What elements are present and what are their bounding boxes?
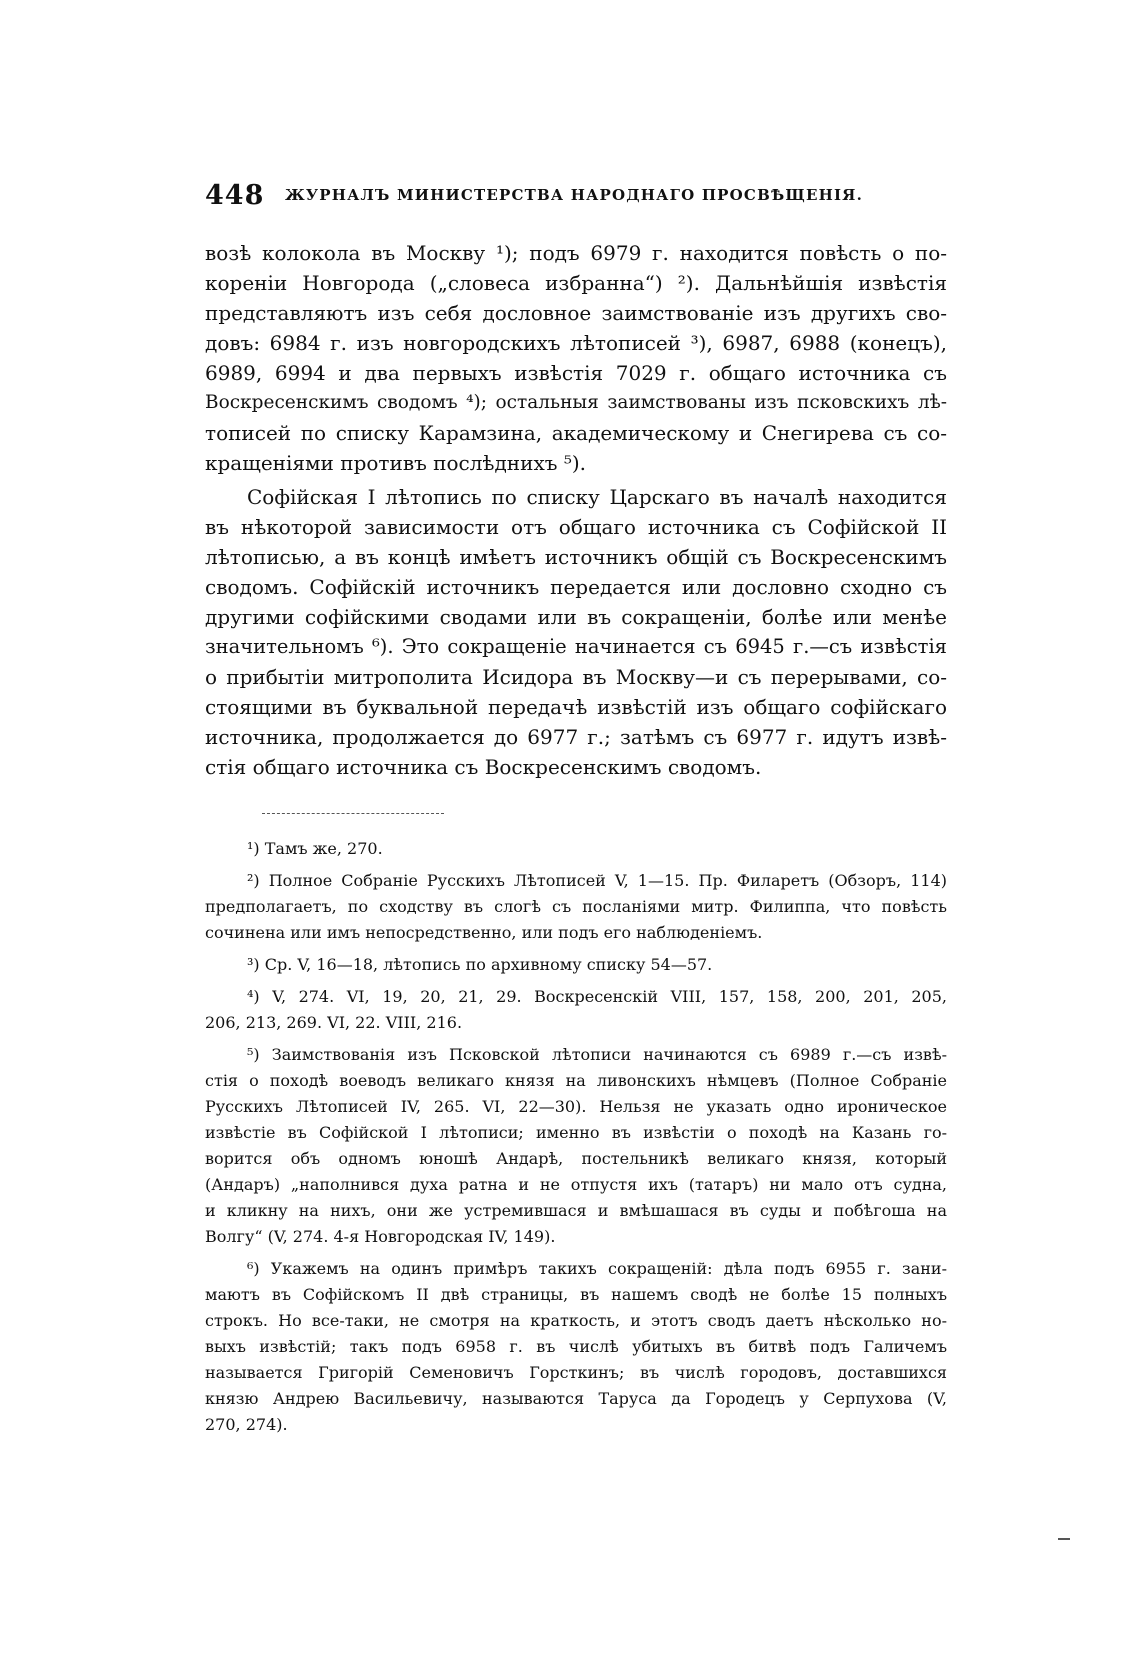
footnote-1 <box>205 836 947 862</box>
footnote-line: ⁴) V, 274. VI, 19, 20, 21, 29. Воскресенскій VIII, 157, 158, 200, 201, 205, <box>247 987 947 1006</box>
footnote-line: строкъ. Но все-таки, не смотря на краткость, и этотъ сводъ даетъ нѣсколько но- <box>205 1311 947 1330</box>
text-line: стія общаго источника съ Воскресенскимъ сводомъ. <box>205 755 762 779</box>
footnote-line: 270, 274). <box>205 1415 288 1434</box>
footnote-line: маютъ въ Софійскомъ II двѣ страницы, въ нашемъ сводѣ не болѣе 15 полныхъ <box>205 1285 947 1304</box>
footnote-3 <box>205 952 947 978</box>
footnote-line: 206, 213, 269. VI, 22. VIII, 216. <box>205 1013 463 1032</box>
footnotes <box>205 836 947 1444</box>
footnote-line: выхъ извѣстій; такъ подъ 6958 г. въ числѣ убитыхъ въ битвѣ подъ Галичемъ <box>205 1337 947 1356</box>
text-line: значительномъ ⁶). Это сокращеніе начинается съ 6945 г.—съ извѣстія <box>205 635 947 658</box>
footnote-line: извѣстіе въ Софійской I лѣтописи; именно въ извѣстіи о походѣ на Казань го- <box>205 1123 947 1142</box>
footnote-line: ³) Ср. V, 16—18, лѣтопись по архивному списку 54—57. <box>247 955 713 974</box>
footnote-line: сочинена или имъ непосредственно, или подъ его наблюденіемъ. <box>205 923 763 942</box>
text-line: другими софійскими сводами или въ сокращеніи, болѣе или менѣе <box>205 605 947 629</box>
footnote-5 <box>205 1042 947 1250</box>
footnote-line: Русскихъ Лѣтописей IV, 265. VI, 22—30). Нельзя не указать одно ироническое <box>205 1097 947 1116</box>
footnote-line: и кликну на нихъ, они же устремившася и вмѣшашася въ суды и побѣгоша на <box>205 1201 947 1220</box>
page-number: 448 <box>205 180 265 211</box>
text-line: кращеніями противъ послѣднихъ ⁵). <box>205 451 587 475</box>
text-line: 6989, 6994 и два первыхъ извѣстія 7029 г. общаго источника съ <box>205 361 947 385</box>
footnote-line: князю Андрею Васильевичу, называются Таруса да Городецъ у Серпухова (V, <box>205 1389 947 1408</box>
footnote-line: (Андаръ) „наполнився духа ратна и не отпустя ихъ (татаръ) ни мало отъ судна, <box>205 1175 947 1194</box>
text-line: довъ: 6984 г. изъ новгородскихъ лѣтописей ³), 6987, 6988 (конецъ), <box>205 331 947 355</box>
scan-mark <box>1058 1538 1070 1540</box>
running-title: ЖУРНАЛЪ МИНИСТЕРСТВА НАРОДНАГО ПРОСВѢЩЕНІЯ. <box>285 186 864 204</box>
text-line: тописей по списку Карамзина, академическому и Снегирева съ со- <box>205 421 947 445</box>
text-line: въ нѣкоторой зависимости отъ общаго источника съ Софійской II <box>205 515 947 539</box>
text-line: лѣтописью, а въ концѣ имѣетъ источникъ общій съ Воскресенскимъ <box>205 545 947 569</box>
paragraph <box>205 238 947 478</box>
footnote-separator <box>262 813 444 814</box>
footnote-line: называется Григорій Семеновичъ Горсткинъ; въ числѣ городовъ, доставшихся <box>205 1363 947 1382</box>
paragraph <box>205 482 947 782</box>
footnote-line: ¹) Тамъ же, 270. <box>247 839 383 858</box>
text-line: представляютъ изъ себя дословное заимствованіе изъ другихъ сво- <box>205 301 947 325</box>
footnote-line: ⁵) Заимствованія изъ Псковской лѣтописи начинаются съ 6989 г.—съ извѣ- <box>247 1045 947 1064</box>
text-line: стоящими въ буквальной передачѣ извѣстій изъ общаго софійскаго <box>205 695 947 719</box>
text-line: источника, продолжается до 6977 г.; затѣмъ съ 6977 г. идутъ извѣ- <box>205 725 947 749</box>
page-header <box>205 180 950 220</box>
footnote-line: ворится объ одномъ юношѣ Андарѣ, постельникѣ великаго князя, который <box>205 1149 947 1168</box>
text-line: кореніи Новгорода („словеса избранна“) ²). Дальнѣйшія извѣстія <box>205 271 947 295</box>
text-line: сводомъ. Софійскій источникъ передается или дословно сходно съ <box>205 575 947 599</box>
text-line: возѣ колокола въ Москву ¹); подъ 6979 г. находится повѣсть о по- <box>205 241 947 265</box>
footnote-line: Волгу“ (V, 274. 4-я Новгородская IV, 149). <box>205 1227 556 1246</box>
footnote-6 <box>205 1256 947 1438</box>
text-line: о прибытіи митрополита Исидора въ Москву—и съ перерывами, со- <box>205 665 947 689</box>
footnote-line: стія о походѣ воеводъ великаго князя на ливонскихъ нѣмцевъ (Полное Собраніе <box>205 1071 947 1090</box>
footnote-line: ²) Полное Собраніе Русскихъ Лѣтописей V, 1—15. Пр. Филаретъ (Обзоръ, 114) <box>247 871 947 890</box>
footnote-2 <box>205 868 947 946</box>
text-line: Воскресенскимъ сводомъ ⁴); остальныя заимствованы изъ псковскихъ лѣ- <box>205 392 947 413</box>
text-line: Софійская I лѣтопись по списку Царскаго въ началѣ находится <box>247 485 947 509</box>
main-text <box>205 238 947 782</box>
footnote-line: предполагаетъ, по сходству въ слогѣ съ посланіями митр. Филиппа, что повѣсть <box>205 897 947 916</box>
footnote-line: ⁶) Укажемъ на одинъ примѣръ такихъ сокращеній: дѣла подъ 6955 г. зани- <box>247 1259 947 1278</box>
footnote-4 <box>205 984 947 1036</box>
